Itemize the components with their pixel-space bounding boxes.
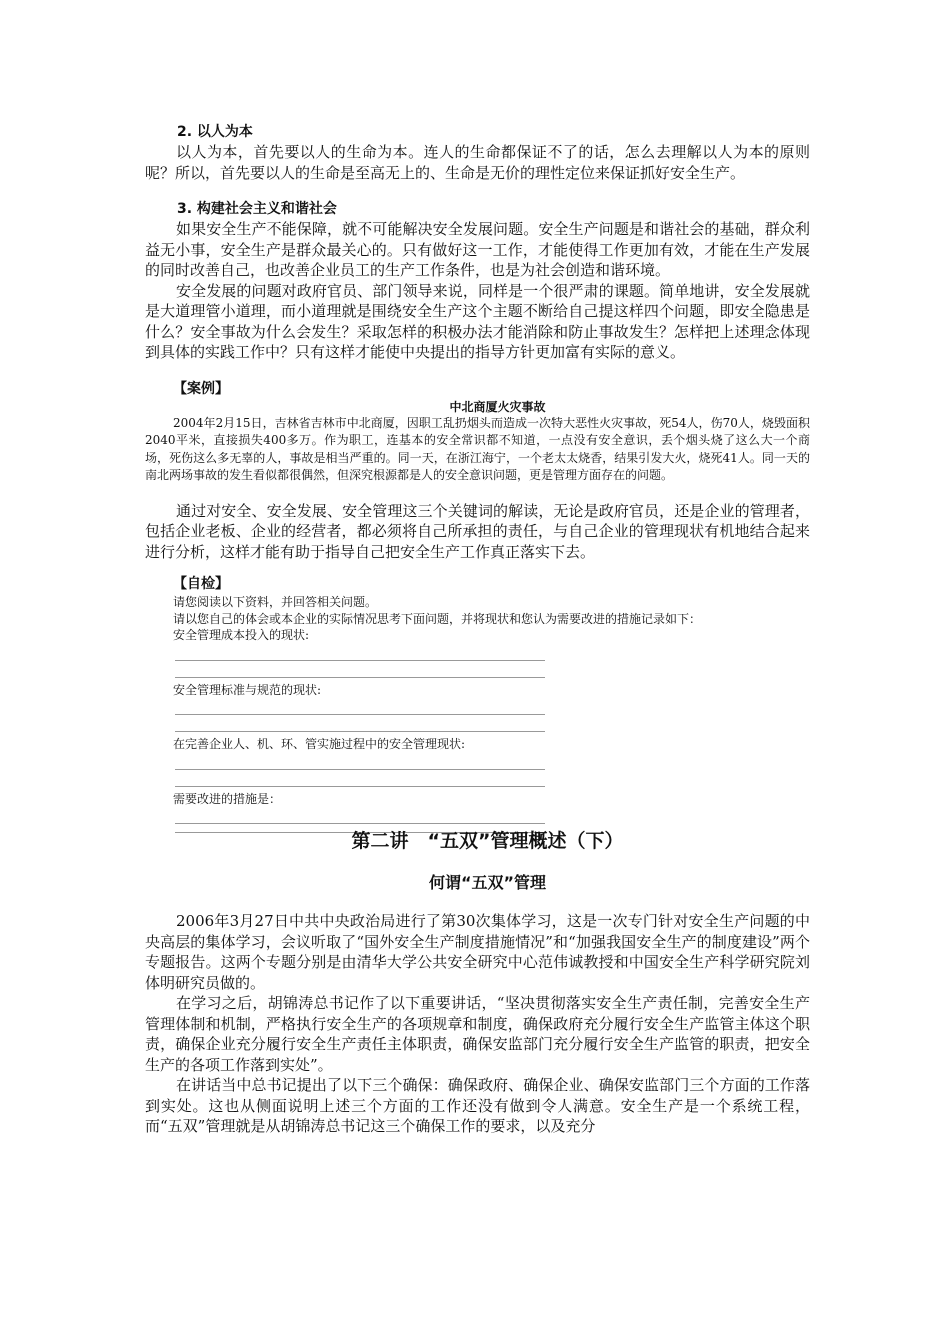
section-3-paragraph-1: 如果安全生产不能保障，就不可能解决安全发展问题。安全生产问题是和谐社会的基础，群众利益无小事，安全生产是群众最关心的。只有做好这一工作，才能使得工作更加有效，才能在生产发展的同时改善自己，也改善企业员工的生产工作条件，也是为社会创造和谐环境。 [145, 220, 810, 279]
case-title: 中北商厦火灾事故 [449, 399, 546, 414]
answer-line [175, 698, 545, 715]
answer-line [175, 644, 545, 661]
section-heading-3: 3. 构建社会主义和谐社会 [177, 201, 337, 217]
self-check-question-1: 安全管理成本投入的现状: [173, 628, 310, 642]
self-check-instruction-1: 请您阅读以下资料，并回答相关问题。 [173, 595, 378, 609]
section-2-paragraph: 以人为本，首先要以人的生命为本。连人的生命都保证不了的话，怎么去理解以人为本的原则呢？所以，首先要以人的生命是至高无上的、生命是无价的理性定位来保证抓好安全生产。 [145, 143, 810, 182]
section-3-paragraph-2: 安全发展的问题对政府官员、部门领导来说，同样是一个很严肃的课题。简单地讲，安全发展就是大道理管小道理，而小道理就是围绕安全生产这个主题不断给自己提这样四个问题，即安全隐患是什么？安全事故为什么会发生？采取怎样的积极办法才能消除和防止事故发生？怎样把上述理念体现到具体的实践工作中？只有这样才能使中央提出的指导方针更加富有实际的意义。 [145, 281, 810, 361]
summary-paragraph: 通过对安全、安全发展、安全管理这三个关键词的解读，无论是政府官员，还是企业的管理者，包括企业老板、企业的经营者，都必须将自己所承担的责任，与自己企业的管理现状有机地结合起来进行分析，这样才能有助于指导自己把安全生产工作真正落实下去。 [145, 501, 810, 561]
lecture-title: 第二讲 “五双”管理概述（下） [351, 830, 624, 852]
answer-line [175, 715, 545, 732]
lecture-paragraph-1: 2006年3月27日中共中央政治局进行了第30次集体学习，这是一次专门针对安全生产问题的中央高层的集体学习，会议听取了“国外安全生产制度措施情况”和“加强我国安全生产的制度建设”两个专题报告。这两个专题分别是由清华大学公共安全研究中心范伟诚教授和中国安全生产科学研究院刘体明研究员做的。 [145, 912, 810, 992]
self-check-label: 【自检】 [173, 576, 229, 592]
lecture-subtitle: 何谓“五双”管理 [428, 873, 547, 892]
case-label: 【案例】 [173, 380, 229, 397]
self-check-question-2: 安全管理标准与规范的现状: [173, 682, 322, 697]
lecture-paragraph-2: 在学习之后，胡锦涛总书记作了以下重要讲话，“坚决贯彻落实安全生产责任制，完善安全生产管理体制和机制，严格执行安全生产的各项规章和制度，确保政府充分履行安全生产监管主体这个职责，确保企业充分履行安全生产责任主体职责，确保安监部门充分履行安全生产监管的职责，把安全生产的各项工作落到实处”。 [145, 994, 810, 1074]
section-heading-2: 2. 以人为本 [177, 124, 253, 140]
self-check-instruction-2: 请以您自己的体会或本企业的实际情况思考下面问题，并将现状和您认为需要改进的措施记录如下： [173, 611, 702, 626]
lecture-paragraph-3: 在讲话当中总书记提出了以下三个确保：确保政府、确保企业、确保安监部门三个方面的工作落到实处。这也从侧面说明上述三个方面的工作还没有做到令人满意。安全生产是一个系统工程，而“五双”管理就是从胡锦涛总书记这三个确保工作的要求，以及充分 [145, 1076, 810, 1135]
answer-line [175, 770, 545, 787]
self-check-question-4: 需要改进的措施是： [173, 791, 282, 806]
answer-line [175, 753, 545, 770]
answer-line [175, 661, 545, 678]
answer-line [175, 807, 545, 824]
self-check-question-3: 在完善企业人、机、环、管实施过程中的安全管理现状: [173, 737, 466, 751]
document-page [145, 122, 810, 1137]
case-body: 2004年2月15日，吉林省吉林市中北商厦，因职工乱扔烟头而造成一次特大恶性火灾事故，死54人，伤70人，烧毁面积2040平米，直接损失400多万。作为职工，连基本的安全常识都不知道，一点没有安全意识，丢个烟头烧了这么大一个商场，死伤这么多无辜的人，事故是相当严重的。同一天，在浙江海宁，一个老太太烧香，结果引发大火，烧死41人。同一天的南北两场事故的发生看似都很偶然，但深究根源都是人的安全意识问题，更是管理方面存在的问题。 [145, 415, 810, 482]
